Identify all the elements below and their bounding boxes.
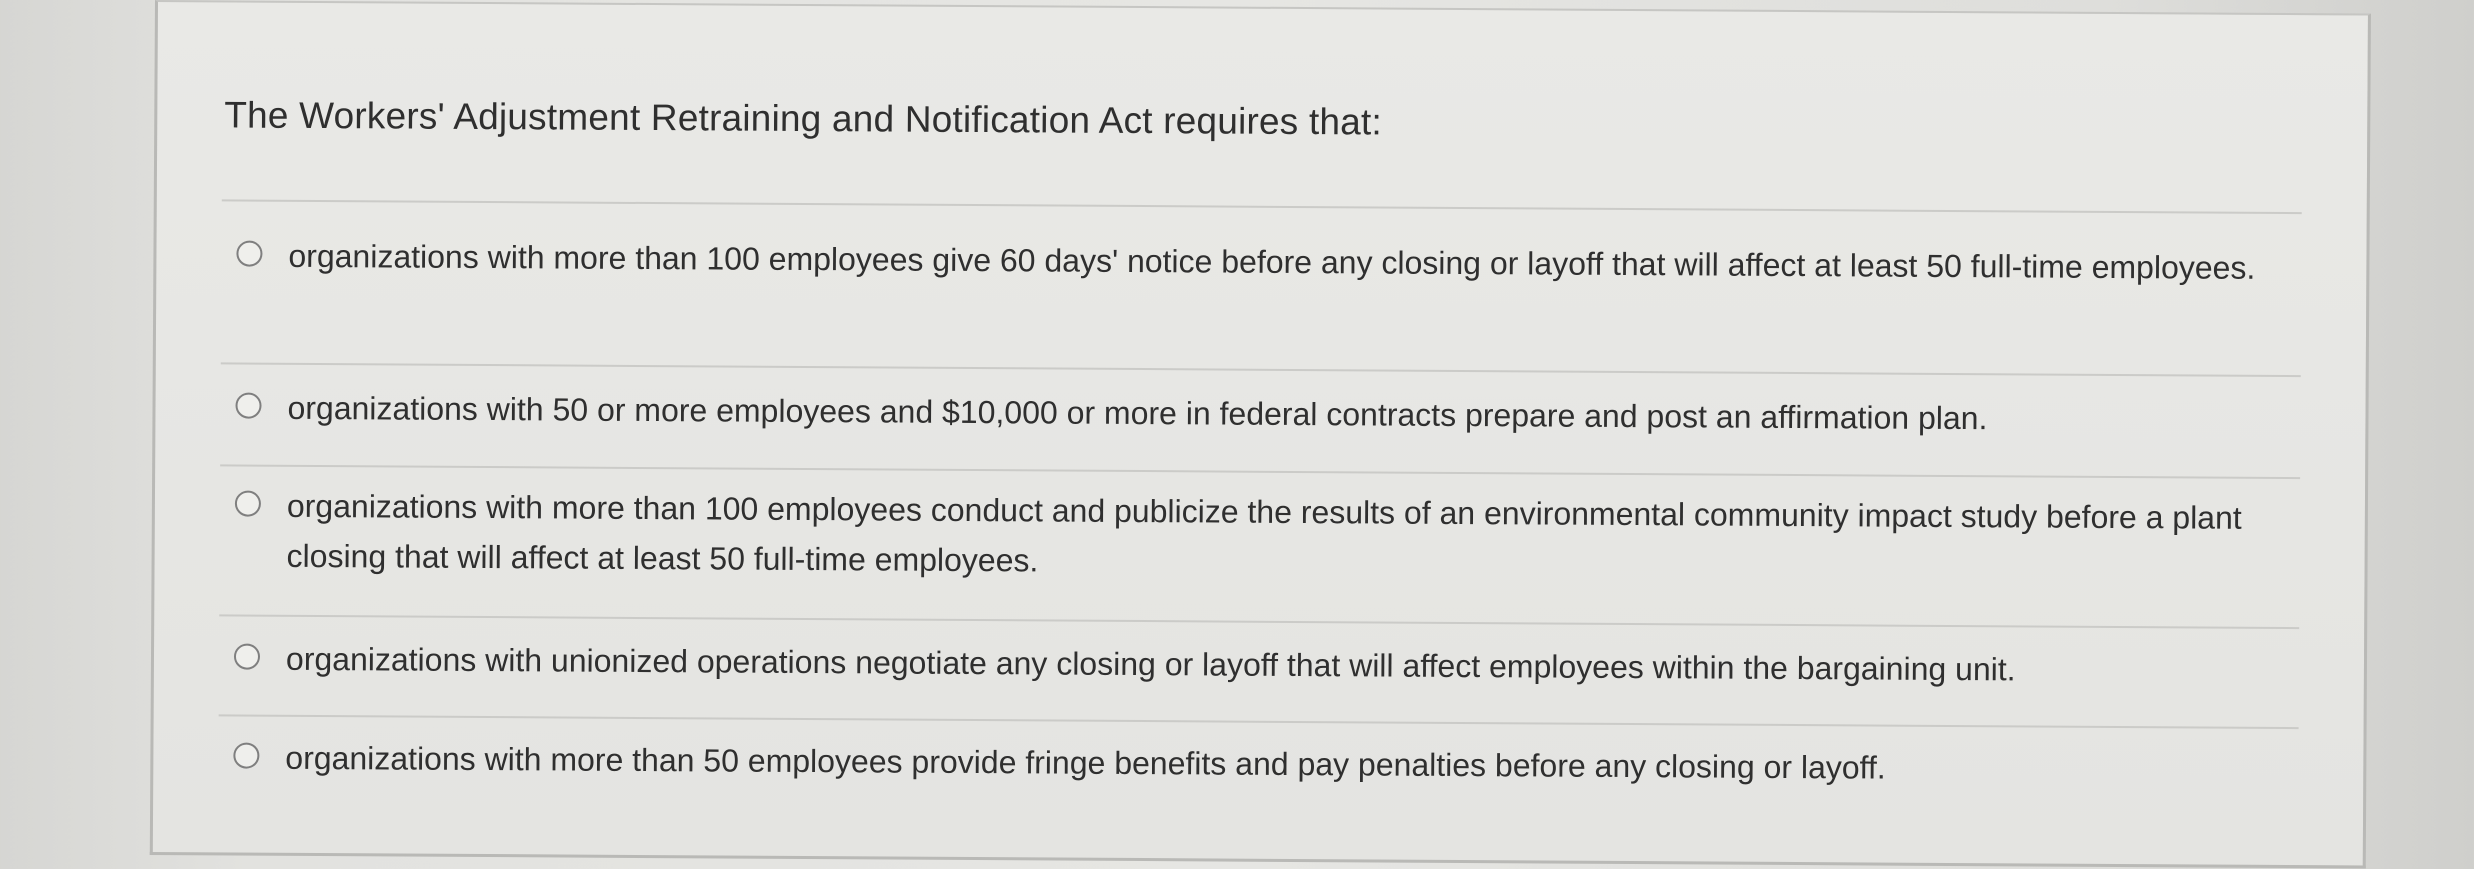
divider — [219, 714, 2299, 729]
radio-button-4[interactable] — [234, 643, 260, 669]
radio-button-5[interactable] — [233, 742, 259, 768]
answer-option-1[interactable] — [236, 231, 2296, 294]
divider — [221, 362, 2301, 377]
question-card — [150, 0, 2371, 869]
radio-button-1[interactable] — [236, 241, 262, 267]
answer-option-1-label: organizations with more than 100 employees give 60 days' notice before any closing or layoff that will affect at least 50 full-time employees. — [288, 237, 2256, 286]
answer-option-5-label: organizations with more than 50 employees provide fringe benefits and pay penalties before any closing or layoff. — [285, 739, 1886, 786]
divider — [219, 614, 2299, 629]
answer-option-3[interactable] — [234, 480, 2295, 593]
answer-option-4[interactable] — [234, 633, 2294, 696]
radio-button-3[interactable] — [235, 490, 261, 516]
answer-option-5[interactable] — [233, 732, 2293, 795]
question-text: The Workers' Adjustment Retraining and Notification Act requires that: — [224, 94, 1383, 143]
answer-option-2-label: organizations with 50 or more employees and $10,000 or more in federal contracts prepare and post an affirmation plan. — [287, 389, 1988, 437]
answer-option-3-label: organizations with more than 100 employees conduct and publicize the results of an environmental community impact study before a plant closing that will affect at least 50 full-time employees. — [286, 487, 2242, 579]
answer-option-2[interactable] — [235, 382, 2295, 445]
answer-option-4-label: organizations with unionized operations negotiate any closing or layoff that will affect employees within the bargaining unit. — [285, 640, 2016, 688]
divider — [222, 199, 2302, 214]
radio-button-2[interactable] — [235, 392, 261, 418]
divider — [220, 464, 2300, 479]
